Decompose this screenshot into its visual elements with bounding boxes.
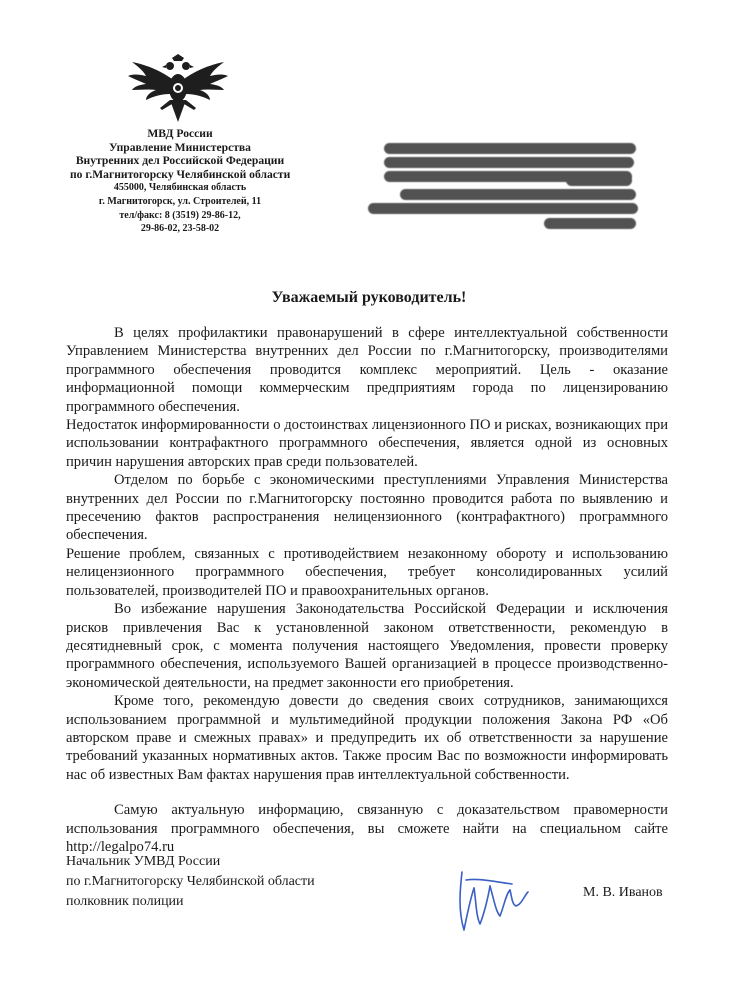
header-address-line: 455000, Челябинская область [113, 182, 247, 194]
header-phone-line: 29-86-02, 23-58-02 [140, 223, 220, 235]
signer-name: М. В. Иванов [583, 885, 663, 900]
redaction-bar [384, 143, 636, 154]
header-phone-line: тел/факс: 8 (3519) 29-86-12, [119, 209, 241, 221]
signature-block [66, 852, 315, 912]
redaction-bar [544, 218, 636, 229]
signature-rank-line: полковник полиции [66, 894, 184, 909]
redaction-bar [368, 203, 638, 214]
signature-position-line: по г.Магнитогорску Челябинской области [66, 874, 315, 889]
double-headed-eagle-emblem [126, 52, 230, 128]
handwritten-signature [450, 860, 540, 940]
letter-body [66, 324, 668, 856]
header-address-line: г. Магнитогорск, ул. Строителей, 11 [98, 195, 262, 207]
body-paragraph: Во избежание нарушения Законодательства Российской Федерации и исключения рисков привлечения Вас к установленной законом ответственности, рекомендую в десятидневный срок, с момента получения настоящего Уведомления, провести проверку программного обеспечения, используемого Вашей организацией в процессе производственно-экономической деятельности, на предмет законности его приобретения. [66, 601, 668, 691]
salutation-title: Уважаемый руководитель! [271, 289, 467, 306]
header-line: МВД России [147, 127, 213, 140]
body-paragraph: Кроме того, рекомендую довести до сведения своих сотрудников, занимающихся использованием программной и мультимедийной продукции положения Закона РФ «Об авторском праве и смежных правах» и предупредить их об ответственности за нарушение требований указанных нормативных актов. Также просим Вас по возможности информировать нас об известных Вам фактах нарушения прав интеллектуальной собственности. [66, 693, 668, 783]
header-line: по г.Магнитогорску Челябинской области [70, 167, 291, 181]
letterhead [70, 127, 290, 236]
body-paragraph-website: Самую актуальную информацию, связанную с доказательством правомерности использования программного обеспечения, вы сможете найти на специальном сайте http://legalpo74.ru [66, 802, 668, 855]
body-paragraph: Отделом по борьбе с экономическими преступлениями Управления Министерства внутренних дел России по г.Магнитогорску постоянно проводится работа по выявлению и пресечению фактов распространения нелицензионного (контрафактного) программного обеспечения. [66, 472, 668, 544]
body-paragraph: Недостаток информированности о достоинствах лицензионного ПО и рисках, возникающих при использовании контрафактного программного обеспечения, является одной из основных причин нарушения авторских прав среди пользователей. [66, 417, 668, 470]
signature-position-line: Начальник УМВД России [66, 854, 221, 869]
header-line: Управление Министерства [109, 140, 251, 154]
redaction-bar [566, 175, 632, 186]
body-paragraph: Решение проблем, связанных с противодействием незаконному обороту и использованию нелицензионного программного обеспечения, требует консолидированных усилий пользователей, производителей ПО и правоохранительных органов. [66, 545, 668, 599]
header-line: Внутренних дел Российской Федерации [75, 154, 285, 168]
body-paragraph: В целях профилактики правонарушений в сфере интеллектуальной собственности Управлением Министерства внутренних дел России по г.Магнитогорску, производителями программного обеспечения проводится комплекс мероприятий. Цель - оказание информационной помощи коммерческим предприятиям города по лицензированию программного обеспечения. [66, 325, 668, 415]
redaction-bar [384, 157, 634, 168]
redaction-bar [400, 189, 636, 200]
